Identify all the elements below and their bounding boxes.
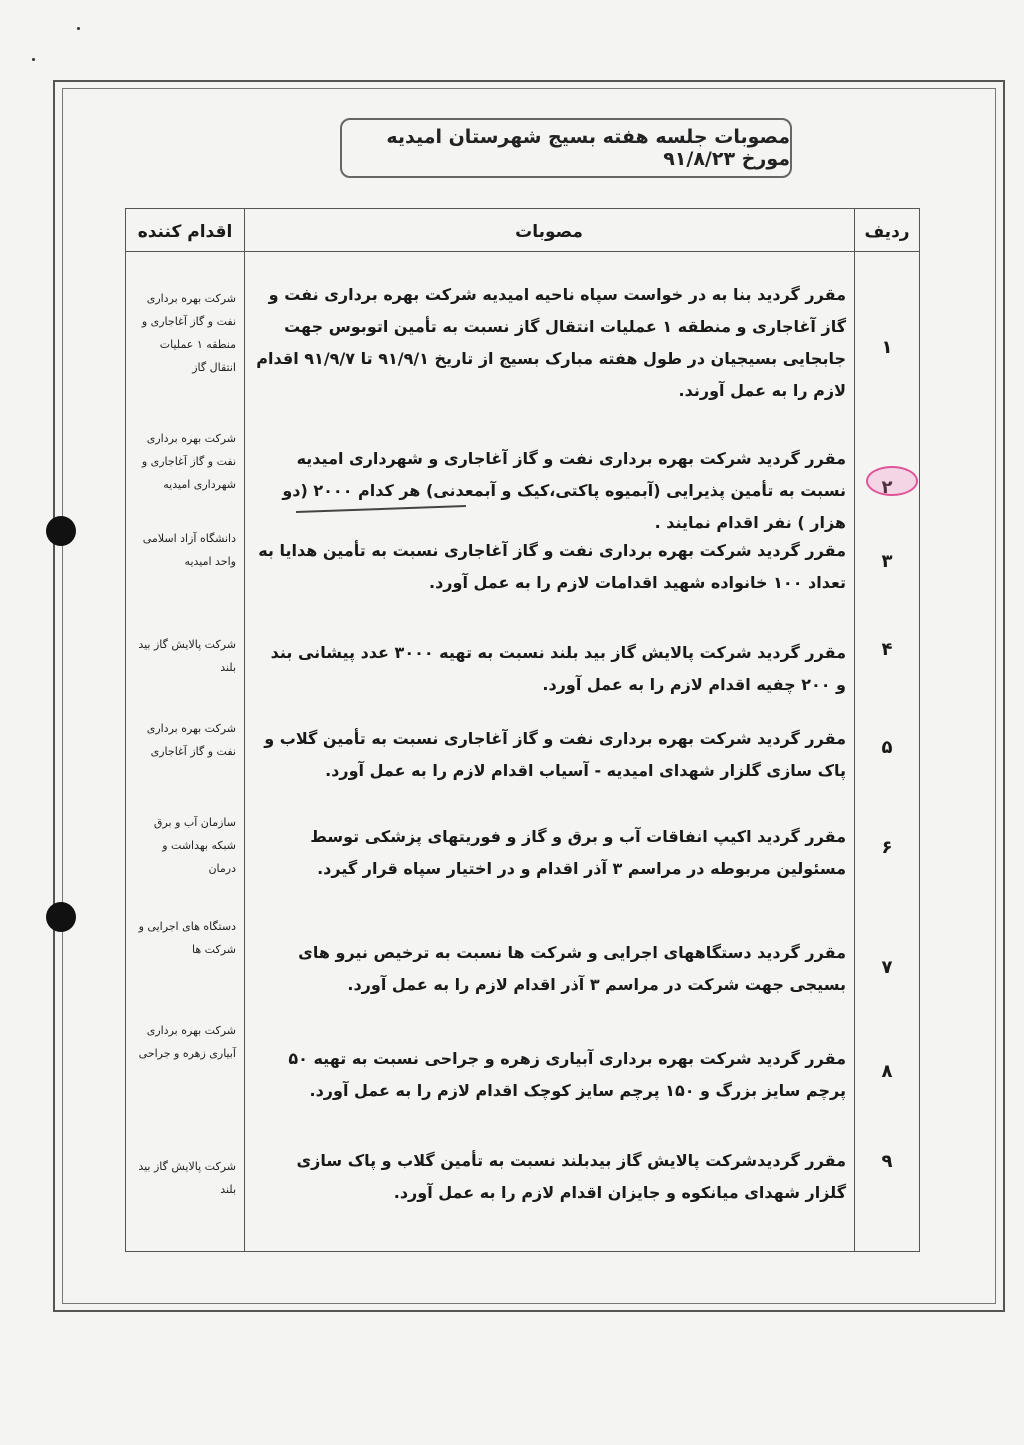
row-number: ۴ (881, 639, 893, 660)
resolution-text: مقرر گردید شرکت بهره برداری نفت و گاز آغاجاری نسبت به تأمین گلاب و پاک سازی گلزار شهدای امیدیه - آسیاب اقدام لازم را به عمل آورد. (264, 729, 846, 780)
responsible-party: شرکت بهره برداری نفت و گاز آغاجاری (146, 722, 236, 758)
responsible-party: دستگاه های اجرایی و شرکت ها (138, 920, 236, 956)
pink-highlight-mark (866, 466, 918, 496)
scan-speck (32, 58, 35, 61)
row-number: ۱ (881, 337, 893, 358)
resolutions-table (125, 208, 920, 1252)
responsible-party: شرکت پالایش گاز بید بلند (138, 638, 236, 674)
document-title (340, 118, 792, 178)
row-number: ۶ (881, 837, 893, 858)
header-resolutions: مصوبات (515, 222, 583, 242)
column-divider (854, 209, 855, 1251)
header-responsible: اقدام کننده (137, 222, 233, 242)
row-number: ۷ (881, 957, 893, 978)
resolution-text: مقرر گردیدشرکت پالایش گاز بیدبلند نسبت به تأمین گلاب و پاک سازی گلزار شهدای میانکوه و جایزان اقدام لازم را به عمل آورد. (296, 1151, 846, 1202)
resolution-text: مقرر گردید دستگاههای اجرایی و شرکت ها نسبت به ترخیص نیرو های بسیجی جهت شرکت در مراسم ۳ آذر اقدام لازم را به عمل آورد. (298, 943, 846, 994)
row-number: ۹ (881, 1151, 893, 1172)
scan-speck (77, 27, 80, 30)
responsible-party: شرکت پالایش گاز بید بلند (138, 1160, 236, 1196)
responsible-party: شرکت بهره برداری آبیاری زهره و جراحی (138, 1024, 236, 1060)
resolution-text: مقرر گردید اکیپ انفاقات آب و برق و گاز و فوریتهای پزشکی توسط مسئولین مربوطه در مراسم ۳ آذر اقدام و در اختیار سپاه قرار گیرد. (310, 827, 846, 878)
row-number: ۲ (881, 477, 893, 498)
responsible-party: دانشگاه آزاد اسلامی واحد امیدیه (142, 532, 236, 568)
responsible-party: شرکت بهره برداری نفت و گاز آغاجاری و منطقه ۱ عملیات انتقال گاز (141, 292, 236, 374)
binder-hole (46, 516, 76, 546)
resolution-text: مقرر گردید شرکت بهره برداری نفت و گاز آغاجاری و شهرداری امیدیه نسبت به تأمین پذیرایی (آبمیوه پاکتی،کیک و آبمعدنی) هر کدام ۲۰۰۰ (دو هزار ) نفر اقدام نمایند . (282, 449, 846, 532)
document-title-text: مصوبات جلسه هفته بسیج شهرستان امیدیه مورخ ۹۱/۸/۲۳ (386, 126, 790, 170)
row-number: ۸ (881, 1061, 893, 1082)
resolution-text: مقرر گردید شرکت بهره برداری آبیاری زهره و جراحی نسبت به تهیه ۵۰ پرچم سایز بزرگ و ۱۵۰ پرچم سایز کوچک اقدام لازم را به عمل آورد. (288, 1049, 846, 1100)
row-number: ۵ (881, 737, 893, 758)
responsible-party: سازمان آب و برق شبکه بهداشت و درمان (153, 816, 236, 875)
header-row-number: ردیف (864, 222, 910, 242)
binder-hole (46, 902, 76, 932)
resolution-text: مقرر گردید شرکت بهره برداری نفت و گاز آغاجاری نسبت به تأمین هدایا به تعداد ۱۰۰ خانواده شهید اقدامات لازم را به عمل آورد. (258, 541, 846, 592)
resolution-text: مقرر گردید بنا به در خواست سپاه ناحیه امیدیه شرکت بهره برداری نفت و گاز آغاجاری و منطقه ۱ عملیات انتقال گاز نسبت به تأمین اتوبوس جهت جابجایی بسیجیان در طول هفته مبارک بسیج از تاریخ ۹۱/۹/۱ تا ۹۱/۹/۷ اقدام لازم را به عمل آورند. (256, 285, 846, 400)
resolution-text: مقرر گردید شرکت پالایش گاز بید بلند نسبت به تهیه ۳۰۰۰ عدد پیشانی بند و ۲۰۰ چفیه اقدام لازم را به عمل آورد. (270, 643, 846, 694)
column-divider (244, 209, 245, 1251)
row-number: ۳ (881, 551, 893, 572)
responsible-party: شرکت بهره برداری نفت و گاز آغاجاری و شهرداری امیدیه (141, 432, 236, 491)
